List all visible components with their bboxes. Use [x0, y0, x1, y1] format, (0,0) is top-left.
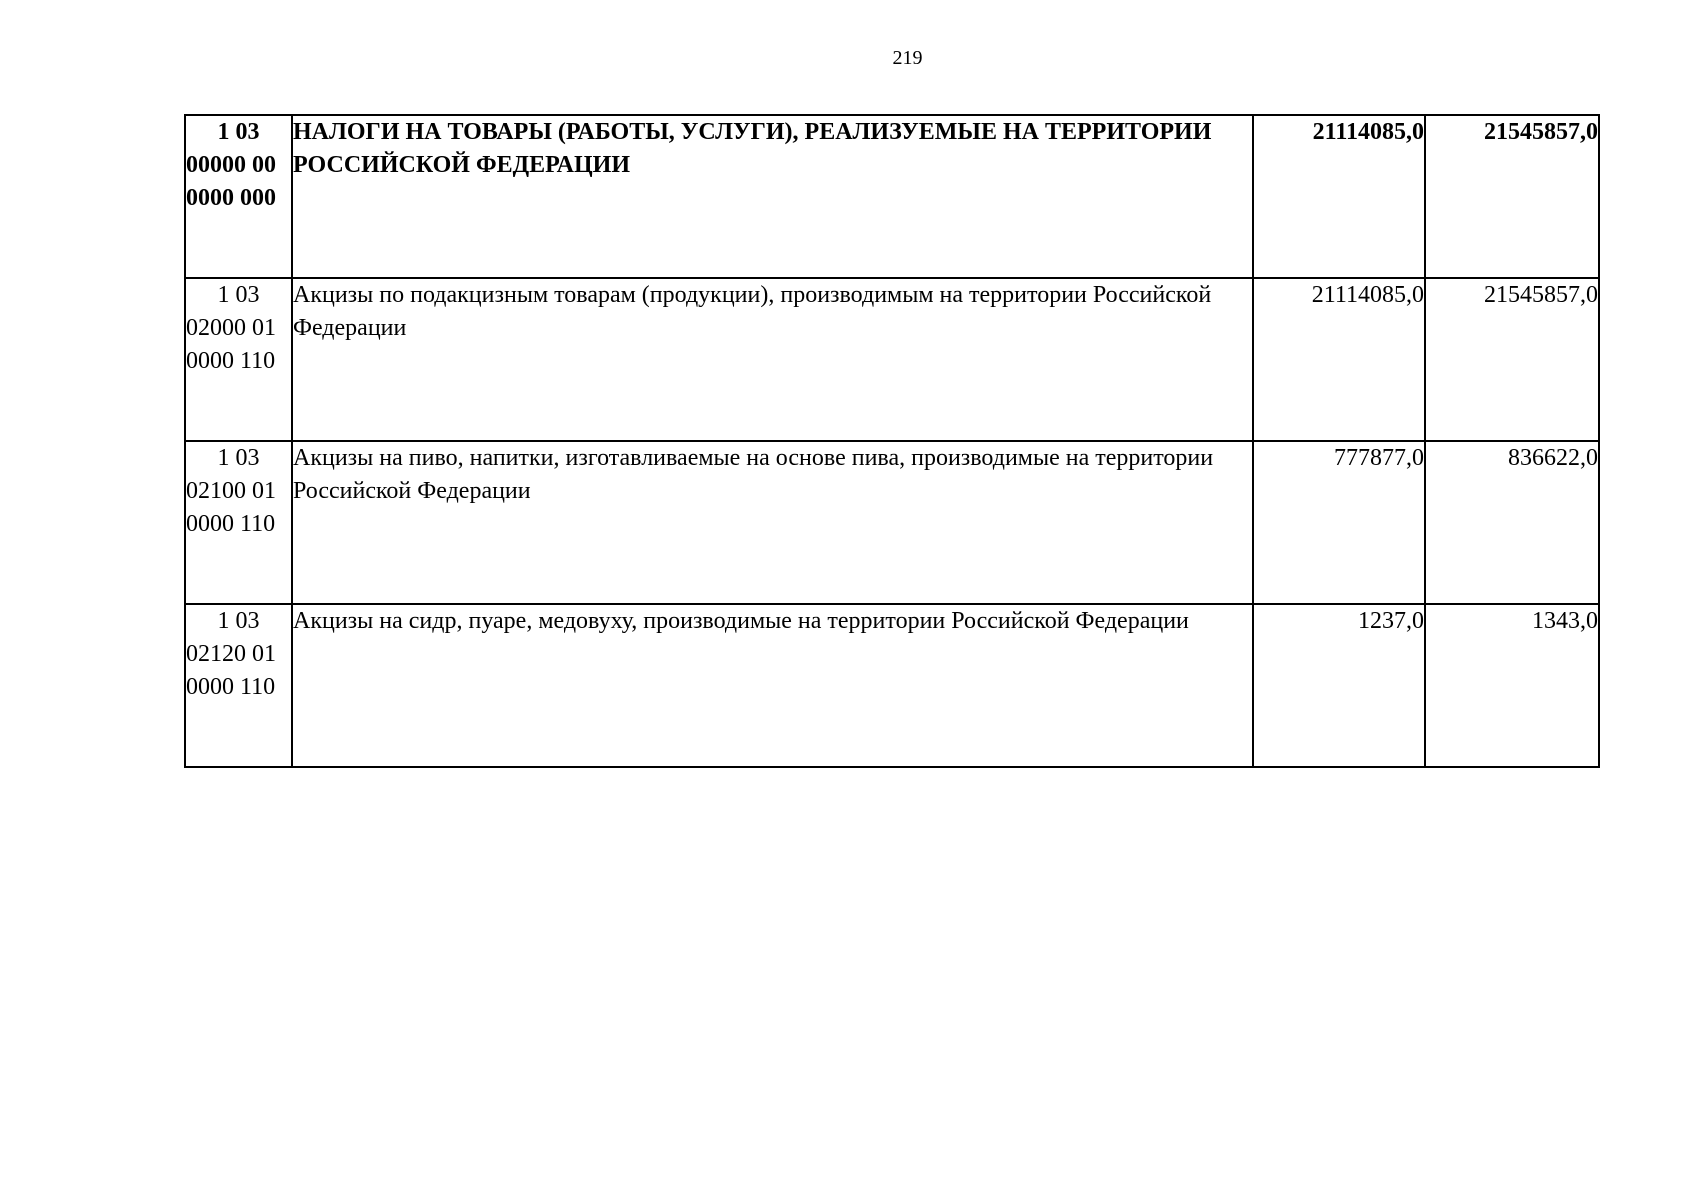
budget-code-line: 0000 110	[186, 674, 276, 700]
value-cell-1: 21114085,0	[1253, 115, 1425, 278]
table-row	[185, 115, 1599, 278]
table-row	[185, 441, 1599, 604]
value-cell-1: 1237,0	[1253, 604, 1425, 767]
revenue-name-cell: Акцизы на сидр, пуаре, медовуху, производимые на территории Российской Федерации	[292, 604, 1253, 767]
page-number: 219	[892, 47, 923, 69]
revenue-table	[184, 114, 1600, 768]
revenue-name-cell: Акцизы на пиво, напитки, изготавливаемые на основе пива, производимые на территории Российской Федерации	[292, 441, 1253, 604]
revenue-name-cell: НАЛОГИ НА ТОВАРЫ (РАБОТЫ, УСЛУГИ), РЕАЛИЗУЕМЫЕ НА ТЕРРИТОРИИ РОССИЙСКОЙ ФЕДЕРАЦИИ	[292, 115, 1253, 278]
budget-code-line: 00000 00	[186, 152, 276, 178]
value-cell-1: 21114085,0	[1253, 278, 1425, 441]
budget-code-cell	[185, 604, 292, 767]
value-cell-2: 1343,0	[1425, 604, 1599, 767]
revenue-name-cell: Акцизы по подакцизным товарам (продукции), производимым на территории Российской Федерации	[292, 278, 1253, 441]
budget-code-cell	[185, 441, 292, 604]
budget-code-line: 0000 000	[186, 185, 276, 211]
budget-code-line: 1 03	[217, 445, 260, 471]
budget-code-line: 1 03	[217, 119, 260, 145]
budget-code-line: 02120 01	[186, 641, 276, 667]
budget-code-cell	[185, 278, 292, 441]
budget-code-line: 02100 01	[186, 478, 276, 504]
value-cell-2: 21545857,0	[1425, 278, 1599, 441]
budget-code-line: 0000 110	[186, 511, 276, 537]
budget-code-cell	[185, 115, 292, 278]
value-cell-1: 777877,0	[1253, 441, 1425, 604]
table-row	[185, 604, 1599, 767]
budget-code-line: 02000 01	[186, 315, 276, 341]
value-cell-2: 21545857,0	[1425, 115, 1599, 278]
value-cell-2: 836622,0	[1425, 441, 1599, 604]
budget-code-line: 0000 110	[186, 348, 276, 374]
budget-code-line: 1 03	[217, 608, 260, 634]
budget-code-line: 1 03	[217, 282, 260, 308]
table-row	[185, 278, 1599, 441]
